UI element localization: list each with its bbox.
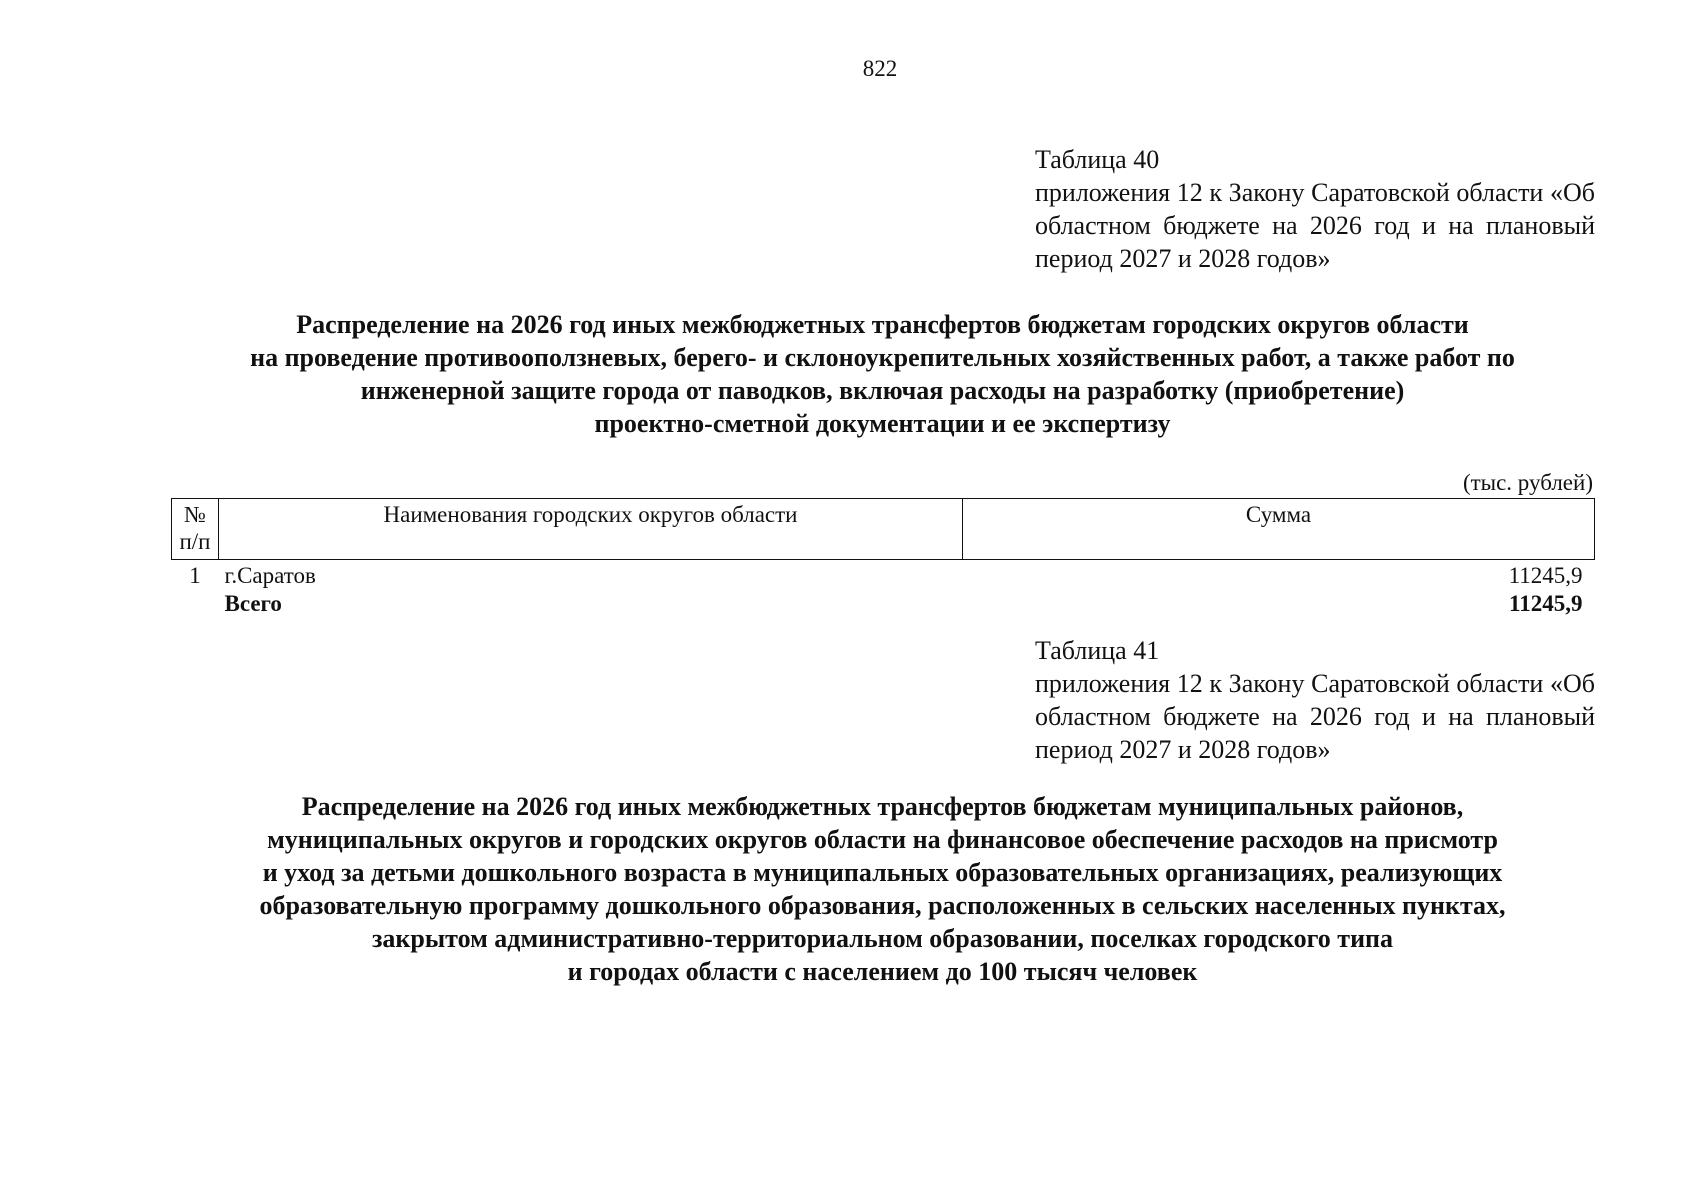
heading-line: и городах области с населением до 100 тысяч человек [567,957,1198,986]
table40-caption [1035,143,1595,275]
table40-caption-body: приложения 12 к Закону Саратовской области «Об областном бюджете на 2026 год и на плановый период 2027 и 2028 годов» [1035,178,1595,273]
column-header-amount: Сумма [963,499,1595,560]
heading-line: муниципальных округов и городских округов области на финансовое обеспечение расходов на присмотр [267,825,1498,854]
table40 [171,498,1595,618]
total-amount: 11245,9 [1509,591,1583,616]
table41-caption-body: приложения 12 к Закону Саратовской области «Об областном бюджете на 2026 год и на плановый период 2027 и 2028 годов» [1035,669,1595,764]
heading-line: Распределение на 2026 год иных межбюджетных трансфертов бюджетам муниципальных районов, [301,792,1464,821]
heading-line: проектно-сметной документации и ее экспертизу [594,409,1171,438]
heading-line: и уход за детьми дошкольного возраста в муниципальных образовательных организациях, реализующих [262,858,1503,887]
total-label: Всего [224,591,282,616]
heading-line: Распределение на 2026 год иных межбюджетных трансфертов бюджетам городских округов области [296,310,1469,339]
table41-caption [1035,634,1595,766]
heading-line: на проведение противооползневых, берего- и склоноукрепительных хозяйственных работ, а также работ по [250,343,1515,372]
heading-line: закрытом административно-территориальном образовании, поселках городского типа [371,924,1394,953]
column-header-name: Наименования городских округов области [219,499,963,560]
table-row [172,560,1595,591]
row-number: 1 [189,563,201,588]
table41-caption-title: Таблица 41 [1035,636,1160,665]
table40-heading [170,308,1595,440]
page-number: 822 [862,56,898,81]
heading-line: образовательную программу дошкольного образования, расположенных в сельских населенных пунктах, [259,891,1506,920]
column-header-number: № п/п [172,499,219,560]
units-label: (тыс. рублей) [1462,470,1593,495]
row-name: г.Саратов [224,563,316,588]
total-row [172,590,1595,618]
heading-line: инженерной защите города от паводков, включая расходы на разработку (приобретение) [360,376,1405,405]
table40-caption-title: Таблица 40 [1035,145,1160,174]
table41-heading [170,790,1595,988]
row-amount: 11245,9 [1508,563,1583,588]
table-header-row [172,499,1595,560]
